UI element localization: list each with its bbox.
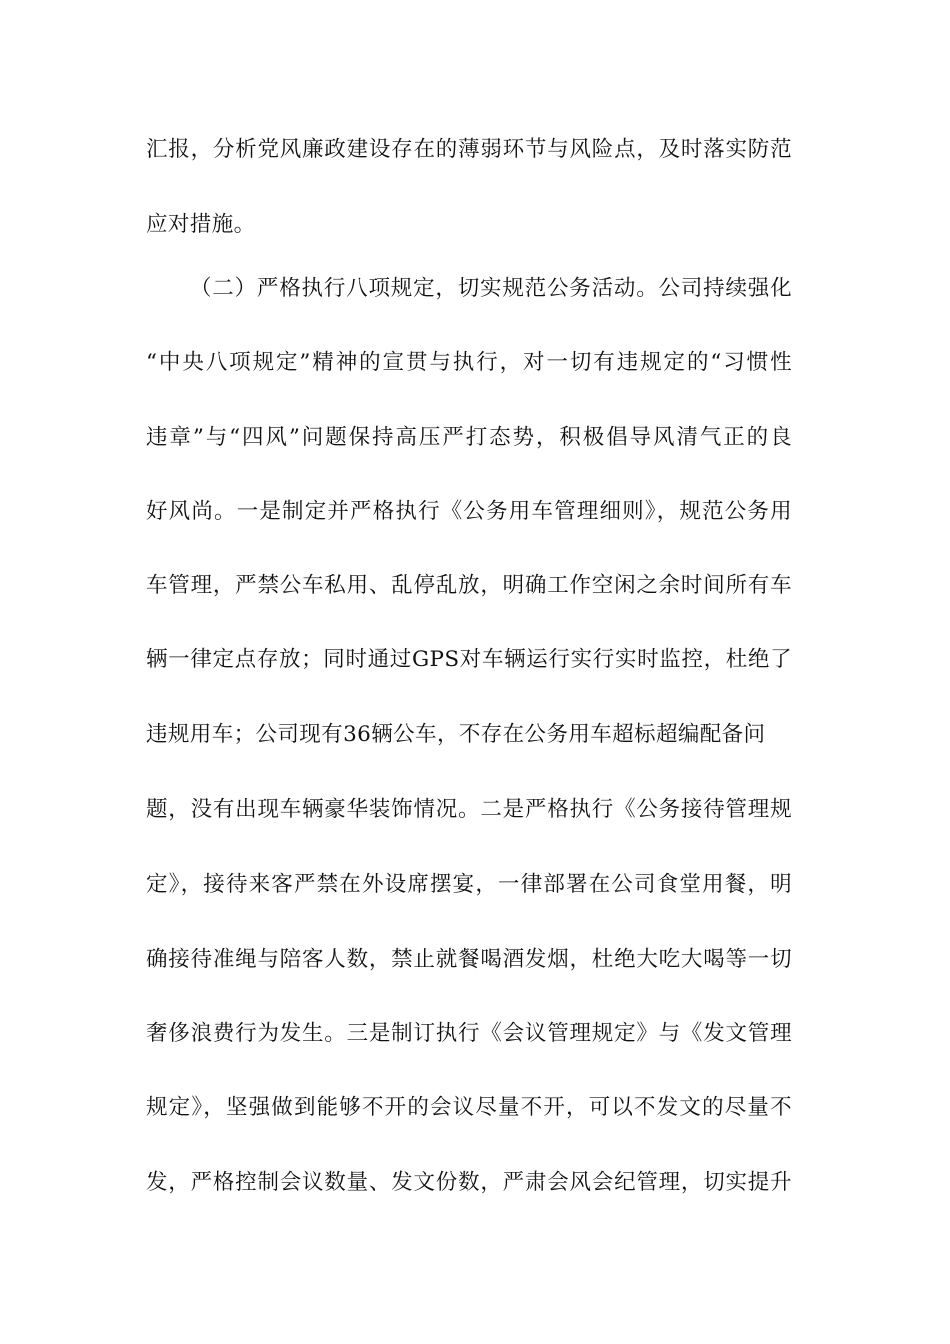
- text-line: 违规用车；公司现有36辆公车，不存在公务用车超标超编配备问: [146, 722, 766, 747]
- text-line: 奢侈浪费行为发生。三是制订执行《会议管理规定》与《发文管理: [146, 1021, 792, 1046]
- text-line: 发，严格控制会议数量、发文份数，严肃会风会纪管理，切实提升: [146, 1170, 792, 1195]
- text-line: 违章”与“四风”问题保持高压严打态势，积极倡导风清气正的良: [146, 425, 792, 450]
- paragraph-heading-line: （二）严格执行八项规定，切实规范公务活动。公司持续强化: [190, 276, 792, 301]
- text-line: “中央八项规定”精神的宣贯与执行，对一切有违规定的“习惯性: [146, 350, 792, 375]
- text-line: 汇报，分析党风廉政建设存在的薄弱环节与风险点，及时落实防范: [146, 137, 792, 162]
- text-line: 车管理，严禁公车私用、乱停乱放，明确工作空闲之余时间所有车: [146, 573, 792, 598]
- text-line: 辆一律定点存放；同时通过GPS对车辆运行实行实时监控，杜绝了: [146, 647, 792, 672]
- text-line: 确接待准绳与陪客人数，禁止就餐喝酒发烟，杜绝大吃大喝等一切: [146, 947, 792, 972]
- text-line: 定》，接待来客严禁在外设席摆宴，一律部署在公司食堂用餐，明: [146, 872, 792, 897]
- text-line: 应对措施。: [146, 212, 256, 237]
- text-line: 规定》，坚强做到能够不开的会议尽量不开，可以不发文的尽量不: [146, 1095, 792, 1120]
- text-line: 题，没有出现车辆豪华装饰情况。二是严格执行《公务接待管理规: [146, 797, 792, 822]
- text-line: 好风尚。一是制定并严格执行《公务用车管理细则》，规范公务用: [146, 499, 792, 524]
